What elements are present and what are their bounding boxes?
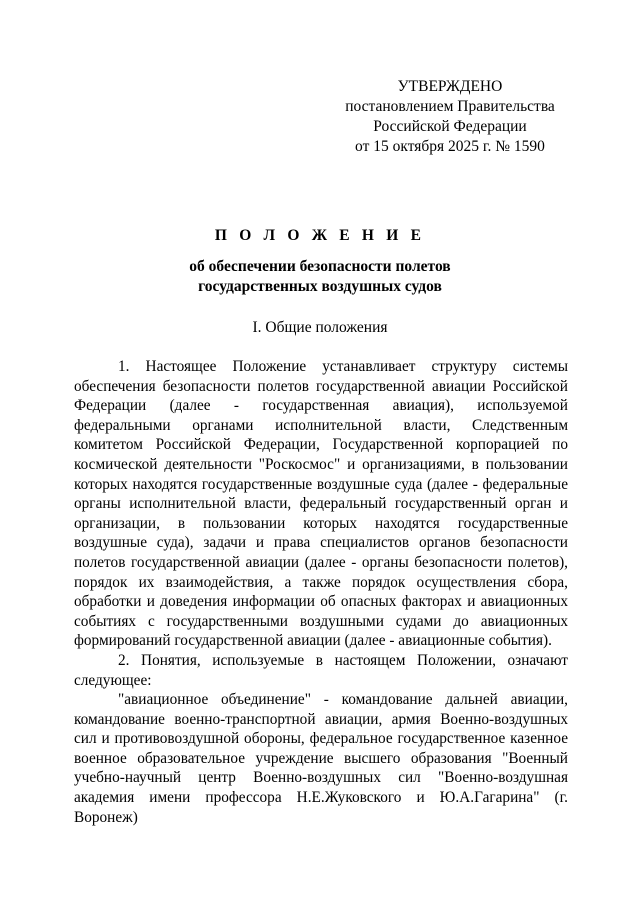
paragraph-3: "авиационное объединение" - командование дальней авиации, командование военно-транспортной авиации, армия Военно-воздушных сил и противовоздушной обороны, федеральное государственное казенное военное образовательное учреждение высшего образования "Военный учебно-научный центр Военно-воздушных сил "Военно-воздушная академия имени профессора Н.Е.Жуковского и Ю.А.Гагарина" (г. Воронеж) (74, 691, 568, 826)
document-subtitle-line-1: об обеспечении безопасности полетов (189, 258, 451, 275)
document-title-block (0, 226, 640, 297)
document-title: П О Л О Ж Е Н И Е (214, 227, 426, 244)
document-subtitle (0, 257, 640, 297)
approval-block (330, 77, 570, 157)
approval-date-number: от 15 октября 2025 г. № 1590 (355, 138, 545, 155)
document-subtitle-line-2: государственных воздушных судов (198, 278, 442, 295)
approval-authority: постановлением Правительства (345, 98, 555, 115)
paragraph-1: 1. Настоящее Положение устанавливает структуру системы обеспечения безопасности полетов государственной авиации Российской Федерации (далее - государственная авиация), используемой федеральными органами исполнительной власти, Следственным комитетом Российской Федерации, Государственной корпорацией по космической деятельности "Роскосмос" и организациями, в пользовании которых находятся государственные воздушные суда (далее - федеральные органы исполнительной власти, федеральный государственный орган и организации, в пользовании которых находятся государственные воздушные суда), задачи и права специалистов органов безопасности полетов государственной авиации (далее - органы безопасности полетов), порядок их взаимодействия, а также порядок осуществления сбора, обработки и доведения информации об опасных факторах и авиационных событиях с государственными воздушными судами до авиационных формирований государственной авиации (далее - авиационные события). (74, 358, 568, 650)
document-body (74, 357, 568, 827)
approval-country: Российской Федерации (373, 118, 527, 135)
paragraph-2: 2. Понятия, используемые в настоящем Положении, означают следующее: (74, 651, 568, 689)
section-heading: I. Общие положения (252, 319, 388, 336)
approval-title: УТВЕРЖДЕНО (397, 78, 503, 95)
